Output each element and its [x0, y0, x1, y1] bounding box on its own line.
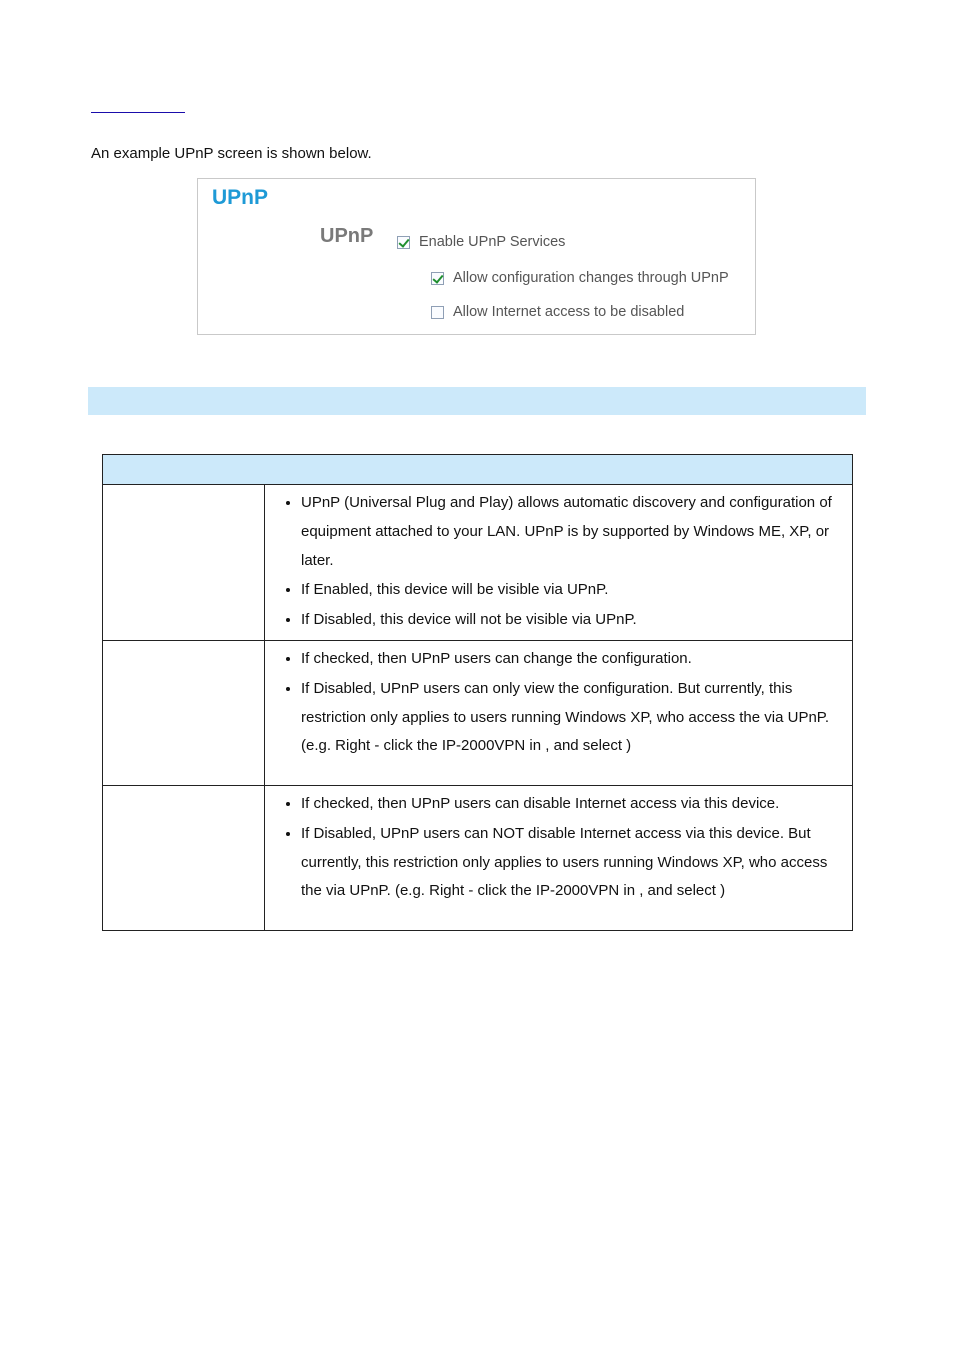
description-bullet: • UPnP (Universal Plug and Play) allows automatic discovery and configuration of equipment attached to your LAN. UPnP is by supported by Windows ME, XP, or later.	[301, 489, 846, 575]
setting-description-cell	[265, 485, 853, 641]
description-bullet: • If Enabled, this device will be visible via UPnP.	[301, 576, 846, 605]
enable-upnp-option[interactable]	[397, 234, 565, 250]
table-row	[103, 640, 853, 785]
table-row	[103, 485, 853, 641]
allow-config-option[interactable]	[431, 270, 729, 286]
table-row	[103, 785, 853, 930]
table-header-row	[103, 455, 853, 485]
screenshot-field-label: UPnP	[320, 225, 374, 247]
setting-name-cell	[103, 485, 265, 641]
allow-config-label: Allow configuration changes through UPnP	[453, 270, 729, 286]
allow-disable-checkbox[interactable]	[431, 306, 444, 319]
setting-name-cell	[103, 785, 265, 930]
allow-disable-label: Allow Internet access to be disabled	[453, 304, 685, 320]
description-bullet: • If checked, then UPnP users can disable Internet access via this device.	[301, 790, 846, 819]
description-bullet: • If Disabled, UPnP users can NOT disable Internet access via this device. But currently, this restriction only applies to users running Windows XP, who access the via UPnP. (e.g. Right - click the IP-2000VPN in , and select )	[301, 820, 846, 906]
enable-upnp-label: Enable UPnP Services	[419, 234, 566, 250]
screenshot-title: UPnP	[212, 186, 269, 209]
allow-disable-option[interactable]	[431, 304, 684, 320]
section-header-bar	[88, 387, 866, 415]
page-link[interactable]	[91, 92, 185, 113]
setting-description-cell	[265, 640, 853, 785]
setting-description-cell	[265, 785, 853, 930]
description-bullet: • If Disabled, this device will not be visible via UPnP.	[301, 606, 846, 635]
upnp-screenshot	[197, 178, 756, 335]
description-bullet: • If checked, then UPnP users can change the configuration.	[301, 645, 846, 674]
allow-config-checkbox[interactable]	[431, 272, 444, 285]
setting-name-cell	[103, 640, 265, 785]
enable-upnp-checkbox[interactable]	[397, 236, 410, 249]
intro-text: An example UPnP screen is shown below.	[91, 145, 372, 162]
description-bullet: • If Disabled, UPnP users can only view the configuration. But currently, this restriction only applies to users running Windows XP, who access the via UPnP. (e.g. Right - click the IP-2000VPN in , and select )	[301, 675, 846, 761]
settings-table	[102, 454, 853, 931]
table-header-cell	[103, 455, 853, 485]
